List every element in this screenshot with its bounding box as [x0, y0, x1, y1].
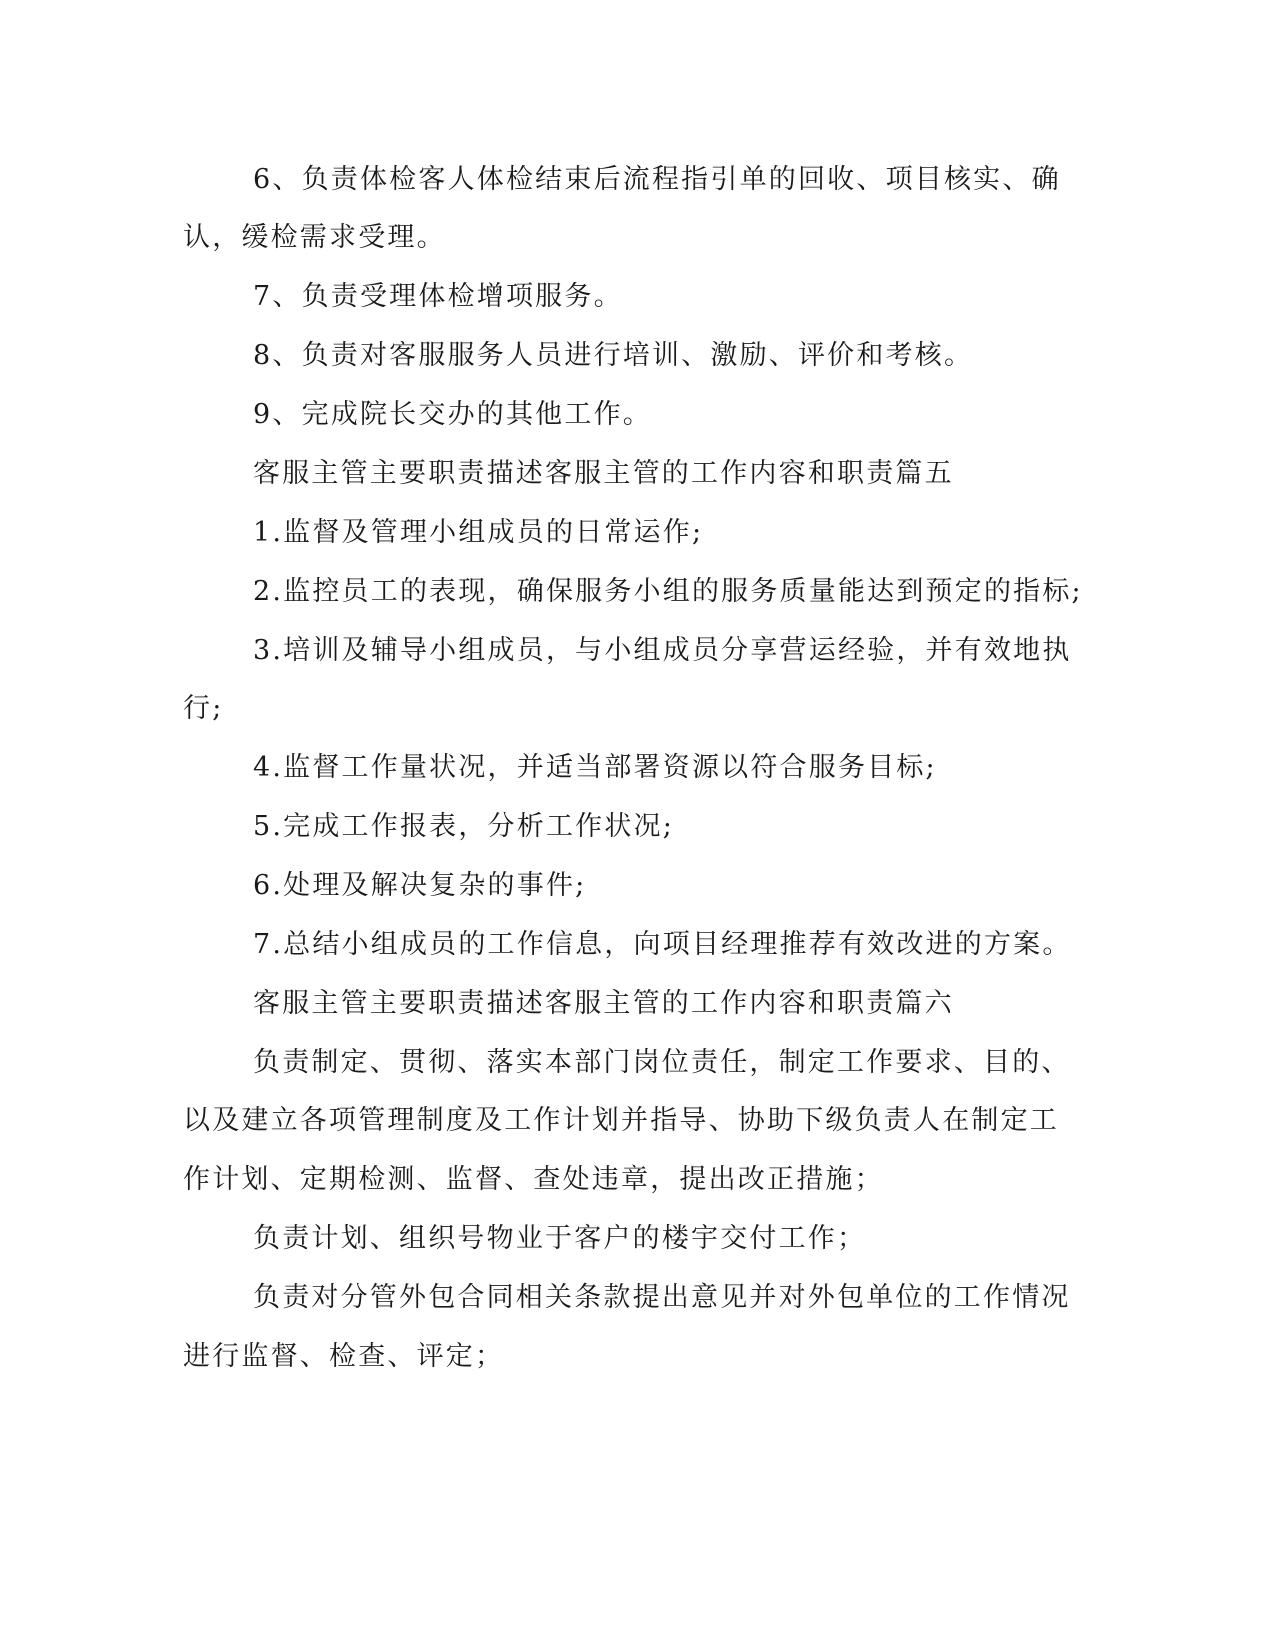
paragraph-line: 以及建立各项管理制度及工作计划并指导、协助下级负责人在制定工	[183, 1105, 1059, 1136]
paragraph-line: 作计划、定期检测、监督、查处违章，提出改正措施；	[183, 1164, 884, 1195]
paragraph-line: 6、负责体检客人体检结束后流程指引单的回收、项目核实、确	[253, 164, 1061, 195]
paragraph-line: 1.监督及管理小组成员的日常运作;	[253, 517, 704, 548]
paragraph-line: 负责制定、贯彻、落实本部门岗位责任，制定工作要求、目的、	[253, 1047, 1071, 1078]
paragraph-line: 4.监督工作量状况，并适当部署资源以符合服务目标;	[253, 752, 937, 783]
section-heading: 客服主管主要职责描述客服主管的工作内容和职责篇六	[253, 988, 954, 1019]
paragraph-line: 5.完成工作报表，分析工作状况;	[253, 811, 675, 842]
section-heading: 客服主管主要职责描述客服主管的工作内容和职责篇五	[253, 458, 954, 489]
paragraph-line: 3.培训及辅导小组成员，与小组成员分享营运经验，并有效地执	[253, 635, 1072, 666]
paragraph-line: 2.监控员工的表现，确保服务小组的服务质量能达到预定的指标;	[253, 576, 1083, 607]
paragraph-line: 进行监督、检查、评定；	[183, 1341, 505, 1372]
paragraph-line: 6.处理及解决复杂的事件;	[253, 870, 587, 901]
paragraph-line: 负责计划、组织号物业于客户的楼宇交付工作；	[253, 1223, 867, 1254]
paragraph-line: 8、负责对客服服务人员进行培训、激励、评价和考核。	[253, 340, 974, 371]
paragraph-line: 7.总结小组成员的工作信息，向项目经理推荐有效改进的方案。	[253, 929, 1072, 960]
paragraph-line: 9、完成院长交办的其他工作。	[253, 399, 652, 430]
paragraph-line: 认，缓检需求受理。	[183, 222, 446, 253]
paragraph-line: 7、负责受理体检增项服务。	[253, 281, 623, 312]
paragraph-line: 行;	[183, 693, 224, 724]
paragraph-line: 负责对分管外包合同相关条款提出意见并对外包单位的工作情况	[253, 1282, 1071, 1313]
